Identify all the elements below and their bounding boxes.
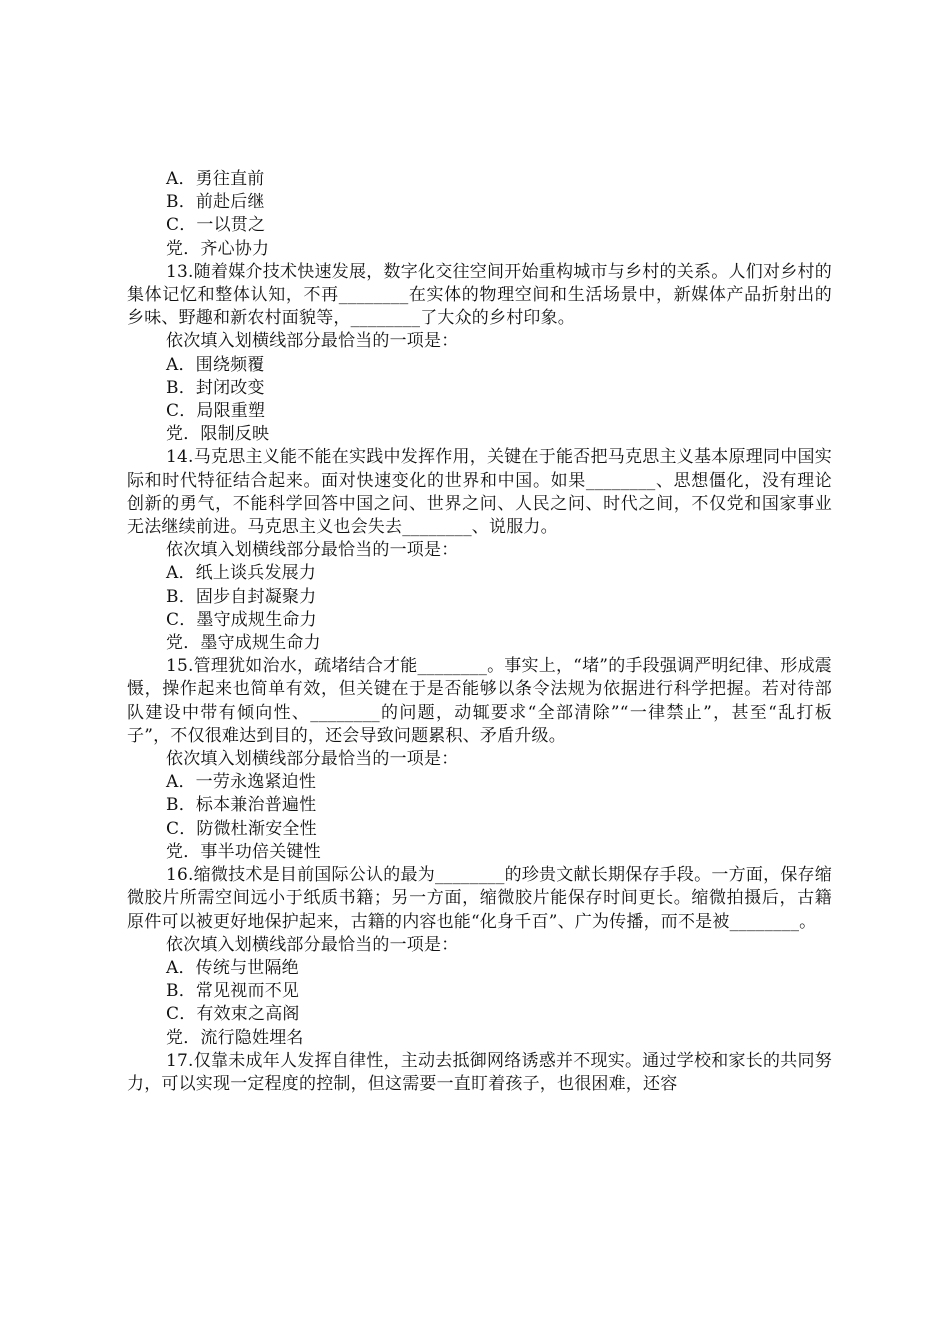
option-d: 党．事半功倍关键性 xyxy=(166,841,321,862)
option-b: B．前赴后继 xyxy=(166,192,265,213)
option-a: A．纸上谈兵发展力 xyxy=(166,563,317,584)
option-a: A．一劳永逸紧迫性 xyxy=(166,772,317,793)
question-prompt: 依次填入划横线部分最恰当的一项是： xyxy=(166,540,459,561)
option-b: B．标本兼治普遍性 xyxy=(166,795,317,816)
option-c: C．局限重塑 xyxy=(166,401,266,422)
document-body xyxy=(127,168,832,1096)
question-13: 13.随着媒介技术快速发展，数字化交往空间开始重构城市与乡村的关系。人们对乡村的集体记忆和整体认知，不再________在实体的物理空间和生活场景中，新媒体产品折射出的乡味、野趣和新农村面貌等，________了大众的乡村印象。 xyxy=(127,261,832,329)
option-a: A．勇往直前 xyxy=(166,169,265,189)
option-c: C．防微杜渐安全性 xyxy=(166,818,317,839)
option-d: 党．流行隐姓埋名 xyxy=(166,1027,304,1048)
question-17: 17.仅靠未成年人发挥自律性，主动去抵御网络诱惑并不现实。通过学校和家长的共同努力，可以实现一定程度的控制，但这需要一直盯着孩子，也很困难，还容 xyxy=(127,1050,832,1094)
option-d: 党．齐心协力 xyxy=(166,238,270,259)
question-16: 16.缩微技术是目前国际公认的最为________的珍贵文献长期保存手段。一方面，保存缩微胶片所需空间远小于纸质书籍；另一方面，缩微胶片能保存时间更长。缩微拍摄后，古籍原件可以被更好地保护起来，古籍的内容也能“化身千百”、广为传播，而不是被________。 xyxy=(127,865,832,932)
option-d: 党．限制反映 xyxy=(166,424,270,445)
question-prompt: 依次填入划横线部分最恰当的一项是： xyxy=(166,934,459,955)
question-14: 14.马克思主义能不能在实践中发挥作用，关键在于能否把马克思主义基本原理同中国实际和时代特征结合起来。面对快速变化的世界和中国。如果________、思想僵化，没有理论创新的勇气，不能科学回答中国之问、世界之问、人民之问、时代之间，不仅党和国家事业无法继续前进。马克思主义也会失去________、说服力。 xyxy=(127,447,832,538)
option-b: B．常见视而不见 xyxy=(166,981,300,1002)
option-b: B．固步自封凝聚力 xyxy=(166,586,317,607)
option-d: 党．墨守成规生命力 xyxy=(166,633,321,654)
question-15: 15.管理犹如治水，疏堵结合才能________。事实上，“堵”的手段强调严明纪律、形成震慑，操作起来也简单有效，但关键在于是否能够以条令法规为依据进行科学把握。若对待部队建设中带有倾向性、________的问题，动辄要求“全部清除”“一律禁止”，甚至“乱打板子”，不仅很难达到目的，还会导致问题累积、矛盾升级。 xyxy=(127,656,832,746)
question-prompt: 依次填入划横线部分最恰当的一项是： xyxy=(166,749,459,770)
option-a: A．围绕频覆 xyxy=(166,354,265,375)
option-c: C．有效束之高阁 xyxy=(166,1004,300,1025)
option-c: C．一以贯之 xyxy=(166,215,266,236)
option-c: C．墨守成规生命力 xyxy=(166,609,317,630)
option-b: B．封闭改变 xyxy=(166,377,265,398)
option-a: A．传统与世隔绝 xyxy=(166,957,299,978)
question-prompt: 依次填入划横线部分最恰当的一项是： xyxy=(166,331,459,352)
